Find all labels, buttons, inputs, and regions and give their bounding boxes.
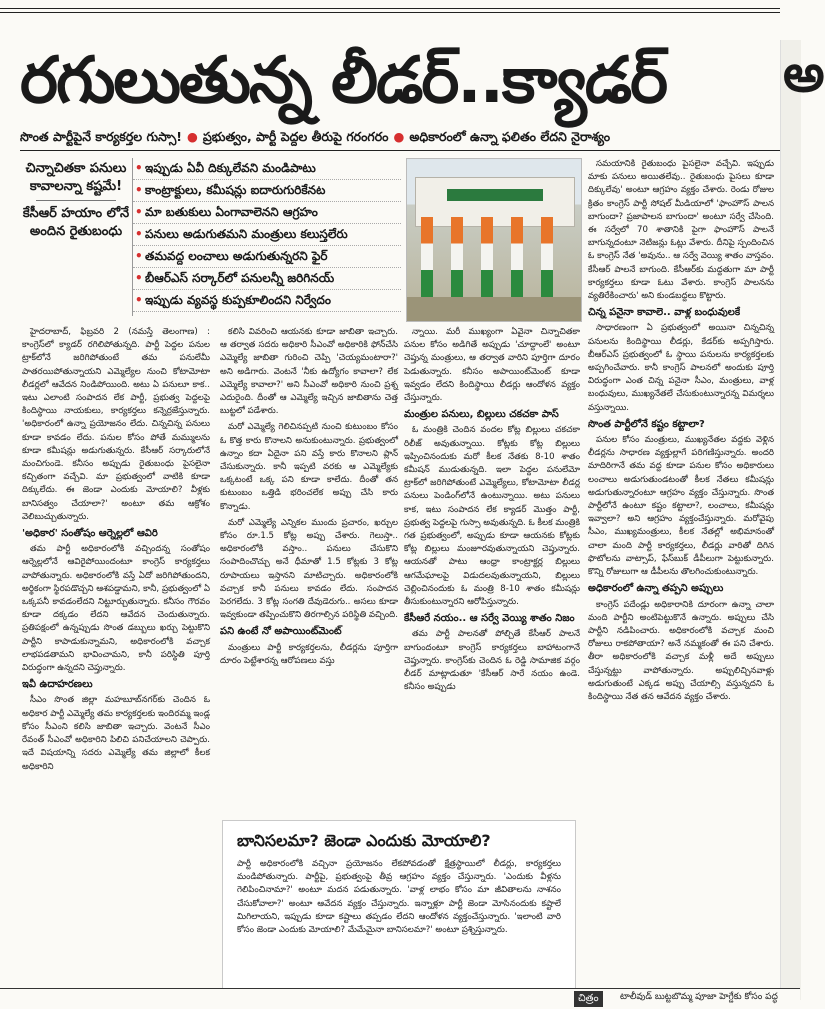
pillar	[421, 217, 433, 297]
bottom-right-text: టాలీవుడ్ బుట్టబొమ్మ పూజా హెగ్డేకు కోసం పద్ధ	[620, 992, 778, 1002]
deck-item-1: సొంత పార్టీపైనే కార్యకర్తల గుస్సా!	[20, 129, 182, 144]
deck-item-3: అధికారంలో ఉన్నా ఫలితం లేదని నైరాశ్యం	[409, 129, 611, 144]
sidebar-box	[222, 820, 576, 1008]
subheading: ఇవీ ఉదాహరణలు	[22, 679, 93, 691]
kicker-line-1: చిన్నాచితకా పనులు కావాలన్నా కష్టమే!	[25, 161, 127, 194]
subheading: పని ఉంటే నో అపాయింట్‌మెంట్	[220, 626, 342, 638]
paragraph: తమ పార్టీ అధికారంలోకి వచ్చిందన్న సంతోషం ఆర్నెల్లలోనే ఆవిరైపోయిందంటూ కాంగ్రెస్ కార్యకర్తలు వాపోతున్నారు. అధికారంలోకి వస్తే ఏదో జరిగిపోతుందని, అర్థికంగా స్థిరపడొచ్చని ఆశపడ్డామని, కానీ, ప్రభుత్వంలో ఏ ఒక్కపనీ కావడంలేదని నిట్టూర్చుతున్నారు. కనీసం గౌరవం కూడా దక్కడం లేదని ఆవేదన చెందుతున్నారు. ప్రతిపక్షంలో ఉన్నప్పుడు సొంత డబ్బులు ఖర్చు పెట్టుకొని పార్టీని కాపాడుకున్నామని, అధికారంలోకి వచ్చాక లాభపడతామని భావించామని, కానీ పరిస్థితి పూర్తి విరుద్ధంగా ఉన్నదని చెప్తున్నారు.	[22, 544, 210, 674]
paragraph: మరో ఎమ్మెల్యే గెలిచినప్పటి నుంచి కుటుంబం కోసం ఓ కొత్త కారు కొనాలని అనుకుంటున్నారు. ప్రభుత్వంలో ఉన్నాం కదా ఏదైనా పని వస్తే కారు కొనాలని ప్లాన్ చేసుకున్నారు. కానీ ఇప్పటి వరకు ఆ ఎమ్మెల్యేకు ఒక్కటంటే ఒక్క పని కూడా కాలేదు. దీంతో తన కుటుంబం ఒత్తిడి భరించలేక అప్పు చేసి కారు కొన్నాడు.	[220, 422, 398, 512]
subdeck	[20, 127, 790, 147]
cutoff-letter: అ	[783, 44, 825, 104]
paragraph: మంత్రులు పార్టీ కార్యకర్తలను, లీడర్లను పూర్తిగా దూరం పెట్టేశారన్న ఆరోపణలు వస్తు	[220, 642, 398, 666]
paragraph: కలిసి వివరించి ఆయనకు కూడా జాబితా ఇచ్చారు. ఆ తర్వాత సదరు అధికారి సీఎంవో అధికారికి ఫోన్‌చేసి ఎమ్మెల్యే జాబితా గురించి చెప్పి 'చెయ్యమంటారా?' అని అడిగారు. వెంటనే 'నీకు ఉద్యోగం కావాలా? లేక ఎమ్మెల్యే కావాలా?' అని సీఎంవో అధికారి నుంచి ప్రశ్న ఎదురైంది. దీంతో ఆ ఎమ్మెల్యే ఇచ్చిన జాబితాను చెత్త బుట్టలో పడేశారు.	[220, 327, 398, 417]
top-rule-2	[0, 12, 780, 13]
bullet-list	[132, 158, 401, 316]
bullet-item: • కాంట్రాక్టులు, కమీషన్లు ఐదారుగురికేనట	[133, 180, 401, 202]
bullet-item: • ఇప్పుడు వ్యవస్థ కుప్పకూలిందని నిర్వేదం	[133, 290, 401, 312]
pillar	[451, 217, 463, 297]
subheading: చిన్న పనైనా కావాలె.. వాళ్ల బంధువులకే	[588, 307, 741, 319]
article-column-3	[404, 326, 580, 816]
paragraph: కాంగ్రెస్ పదేండ్లు అధికారానికి దూరంగా ఉన్నా చాలా మంది పార్టీని అంటిపెట్టుకొనే ఉన్నారు. అప్పులు చేసి పార్టీని నడిపించారు. అధికారంలోకి వచ్చాక మంచి రోజులు రాకపోతాయా? అనే నమ్మకంతో ఈ పని చేశారు. తీరా అధికారంలోకి వచ్చాక మళ్లీ అదే అప్పులు చేస్తున్నట్టు వాపోతున్నారు. అప్పులిచ్చినవాళ్లు అడుగుతుంటే ఎక్కడ అప్పు చేయాల్సి వస్తున్నదని ఓ కిందిస్థాయి నేత తన ఆవేదన వ్యక్తం చేశారు.	[588, 599, 774, 702]
paragraph: సీఎం సొంత జిల్లా మహబూబ్‌నగర్‌కు చెందిన ఓ అధికార పార్టీ ఎమ్మెల్యే తమ కార్యకర్తలకు ఇందిరమ్మ ఇండ్ల కోసం సీఎంని కలిసి జాబితా ఇచ్చారు. వెంటనే సీఎం రేవంత్ సీఎంవో అధికారిని పిలిచి పనిచేయాలని చెప్పారు. ఇదే విషయాన్ని సదరు ఎమ్మెల్యే తమ జిల్లాలో కీలక అధికారిని	[22, 695, 210, 772]
paragraph: తమ పార్టీ పాలనతో పోల్చితే కేసీఆర్ పాలనే బాగుందంటూ కాంగ్రెస్ కార్యకర్తలు బాహాటంగానే చెప్తున్నారు. కాంగ్రెస్‌కు చెందిన ఓ రెడ్డి సామాజిక వర్గం లీడర్ మాట్లాడుతూ 'కేసీఆర్ సారే నయం ఉండె. కనీసం అప్పుడు	[404, 629, 580, 693]
article-column-1	[22, 326, 210, 986]
paragraph: ఓ మంత్రికి చెందిన వందల కోట్ల బిల్లులు చకచకా రిలీజ్ అవుతున్నాయి. కోట్లకు కోట్ల బిల్లులు ఇప్పించినందుకు మరో కీలక నేతకు 8-10 శాతం కమీషన్ ముడుతున్నది. ఇలా పెద్దల పనులేమో ట్రాక్‌లో జరిగిపోతుంటే ఎమ్మెల్యేలు, కోటామోటా లీడర్ల పనులు పెండింగ్‌లోనే ఉంటున్నాయి. అటు పనులు కాక, ఇటు సంపాదన లేక క్యాడర్ మొత్తం పార్టీ, ప్రభుత్వ పెద్దలపై గుస్సా అవుతున్నది. ఓ కీలక మంత్రికి గత ప్రభుత్వంలో, అప్పుడు కూడా ఆయనకు కోట్లకు కోట్ల బిల్లులు మంజూరవుతున్నాయని చెప్తున్నారు. ఆయనతో పాటు ఆంధ్రా కాంట్రాక్టర్ల బిల్లులు ఆగమేఘాలపై విడుదలవుతున్నాయని, బిల్లులు చెల్లించినందుకు ఓ మంత్రి 8-10 శాతం కమీషన్లు తీసుకుంటున్నారని ఆరోపిస్తున్నారు.	[404, 425, 580, 608]
bullet-dot-icon: ●	[186, 129, 198, 144]
bullet-item: • మా బతుకులు ఏంగావాలెనని ఆగ్రహం	[133, 202, 401, 224]
subheading: మంత్రుల పనులు, బిల్లులు చకచకా పాస్	[404, 409, 559, 421]
bottom-strip	[0, 988, 800, 1009]
bullet-item: • పనులు అడుగుతమని మంత్రులు కలుస్తలేరు	[133, 224, 401, 246]
pillar	[481, 217, 493, 297]
paragraph: సాధారణంగా ఏ ప్రభుత్వంలో అయినా చిన్నచిన్న పనులను కిందిస్థాయి లీడర్లు, కేడర్‌కు అప్పగిస్తారు. బీఆర్ఎస్ ప్రభుత్వంలో ఓ స్థాయి పనులను కార్యకర్తలకు అప్పగించేవారు. కానీ కాంగ్రెస్ పాలనలో అందుకు పూర్తి విరుద్ధంగా ఎంత చిన్న పనైనా సీఎం, మంత్రులు, వాళ్ల బంధువులు, ముఖ్యనేతలే చేసుకుంటున్నారన్న విమర్శలు వస్తున్నాయి.	[588, 323, 774, 413]
kicker-line-2: కేసీఆర్ హయాం లోనే అందిన రైతుబంధు	[22, 206, 130, 239]
paragraph: మరో ఎమ్మెల్యే ఎన్నికల ముందు ప్రచారం, ఖర్చుల కోసం రూ.1.5 కోట్ల అప్పు చేశారు. గెలుస్తా.. అధికారంలోకి వస్తాం.. పనులు చేసుకొని సంపాదించొచ్చు అనే ధీమాతో 1.5 కోట్లకు 3 కోట్ల రూపాయలు ఇస్తానని మాటిచ్చారు. అధికారంలోకి వచ్చాక కానీ పనులు కావడం లేదు. సంపాదన పెరగలేదు. 3 కోట్ల సంగతి దేవుడెరుగు.. అసలు కూడా ఇవ్వకుండా తప్పించుకొని తిరగాల్సిన పరిస్థితి వచ్చింది.	[220, 517, 398, 621]
bullet-item: • బీఆర్ఎస్ సర్కార్‌లో పనులన్నీ జరిగినయ్	[133, 268, 401, 290]
kicker-box	[22, 160, 130, 310]
paragraph: సమయానికి రైతుబంధు పైసలైనా వచ్చేవి. ఇప్పుడు మాకు పనులు అయితలేవు.. రైతుబంధు పైసలు కూడా దిక్కులేవు' అంటూ ఆగ్రహం వ్యక్తం చేశారు. రెండు రోజుల క్రితం కాంగ్రెస్ పార్టీ సోషల్ మీడియాలో 'ఫాంహౌస్ పాలన బాగుందా? ప్రజాపాలన బాగుందా' అంటూ సర్వే చేసింది. ఈ సర్వేలో 70 శాతానికి పైగా ఫాంహౌస్ పాలనే బాగున్నదంటూ నెటిజన్లు ఓట్లు వేశారు. దీనిపై స్పందించిన ఓ కాంగ్రెస్ నేత 'అవును.. ఆ సర్వే వెయ్యి శాతం వాస్తవం. కేసీఆర్ పాలనే బాగుంది. కేసీఆర్‌కు మద్దతుగా మా పార్టీ కార్యకర్తలు కూడా ఓటు వేశారు. కాంగ్రెస్ పాలనను వ్యతిరేకించారు' అని కుండబద్దలు కొట్టారు.	[588, 159, 774, 302]
ground-shape	[407, 297, 581, 321]
kicker-divider	[36, 200, 116, 201]
pillar	[541, 217, 553, 297]
box-title: బానిసలమా? జెండా ఎందుకు మోయాలి?	[237, 831, 491, 850]
banner-shape	[447, 189, 543, 201]
article-column-4	[588, 158, 774, 988]
paragraph: హైదరాబాద్, ఫిబ్రవరి 2 (నమస్తే తెలంగాణ) : కాంగ్రెస్‌లో క్యాడర్ రగిలిపోతున్నది. పార్టీ పెద్దల పనుల ట్రాక్‌లోనే జరిగిపోతుంటే తమ పనులేమీ పాతరయిపోతున్నాయని ఎమ్మెల్యేల నుంచి కోటామోటా లీడర్లలో ఆవేదన నిండిపోయింది. అటు ఏ పనులూ కాక.. ఇటు ఎలాంటి సంపాదన లేక పార్టీ, ప్రభుత్వ పెద్దలపై కిందిస్థాయి నాయకులు, కార్యకర్తలు కన్నెర్రజేస్తున్నారు. 'అధికారంలో ఉన్నా ప్రయోజనం లేదు. చిన్నచిన్న పనులు కూడా కావడం లేదు. పనుల కోసం పోతే మమ్ములను కూడా కమీషన్లు అడుగుతున్నరు. కేసీఆర్ సర్కారులోనే మంచిగుండె. కనీసం అప్పుడు రైతుబంధు పైసలైనా కచ్చితంగా వచ్చేవి. మా ప్రభుత్వంలో వాటికి కూడా దిక్కులేదు. ఈ జెండా ఎందుకు మోయాలి? వీళ్లకు బానిసత్వం చేయాలా?' అంటూ తమ ఆక్రోశం వెలిబుచ్చుతున్నారు.	[22, 327, 210, 522]
bullet-dot-icon: ●	[393, 129, 405, 144]
deck-item-2: ప్రభుత్వం, పార్టీ పెద్దల తీరుపై గరంగరం	[202, 129, 389, 144]
subheading: కేసీఆరే నయం.. ఆ సర్వే వెయ్యి శాతం నిజం	[404, 613, 575, 625]
right-edge-strip	[780, 40, 825, 1000]
box-text: పార్టీ అధికారంలోకి వచ్చినా ప్రయోజనం లేకపోవడంతో క్షేత్రస్థాయిలో లీడర్లు, కార్యకర్తలు మండిపోతున్నారు. పార్టీపై, ప్రభుత్వంపై తీవ్ర ఆగ్రహం వ్యక్తం చేస్తున్నారు. 'ఎందుకు వీళ్లను గెలిపించినామా?' అంటూ మదన పడుతున్నారు. 'వాళ్ల లాభం కోసం మా జీవితాలను నాశనం చేసుకోవాలా?' అంటూ ఆవేదన వ్యక్తం చేస్తున్నారు. ఇన్నాళ్లూ పార్టీ జెండా మోసినందుకు కష్టాలే మిగిలాయని, ఇప్పుడు కూడా కష్టాలు తప్పడం లేదని ఆందోళన వ్యక్తంచేస్తున్నారు. 'ఇలాంటి వారి కోసం జెండా ఎందుకు మోయాలి? మేమేమైనా బానిసలమా?' అంటూ ప్రశ్నిస్తున్నారు.	[237, 859, 561, 936]
deck-rule	[20, 150, 780, 151]
gandhi-bhavan-photo	[406, 158, 582, 322]
subheading: 'అధికార' సంతోషం ఆర్నెల్లలో ఆవిరి	[22, 528, 158, 540]
article-column-2	[220, 326, 398, 816]
paragraph: న్నాయి. మరీ ముఖ్యంగా ఏవైనా చిన్నాచితకా పనుల కోసం అడిగితే అప్పుడు 'చూద్దాంలే' అంటూ చెప్తున్న మంత్రులు, ఆ తర్వాత వారిని పూర్తిగా దూరం పెడుతున్నారు. కనీసం అపాయింట్‌మెంట్ కూడా ఇవ్వడం లేదని కిందిస్థాయి లీడర్లు ఆందోళన వ్యక్తం చేస్తున్నారు.	[404, 327, 580, 404]
subheading: సొంత పార్టీలోనే కష్టం కట్టాలా?	[588, 418, 705, 430]
pillar	[511, 217, 523, 297]
bullet-item: • తమవద్ద లంచాలు అడుగుతున్నరని ఫైర్	[133, 246, 401, 268]
bottom-tag: చిత్రం	[574, 991, 603, 1007]
top-rule	[0, 8, 780, 9]
subheading: అధికారంలో ఉన్నా తప్పని అప్పులు	[588, 583, 724, 595]
paragraph: పనుల కోసం మంత్రులు, ముఖ్యనేతల వద్దకు వెళ్లిన లీడర్లను సాధారణ వ్యక్తుల్లాగే పరిగణిస్తున్నారు. అందరి మాదిరిగానే తమ వద్ద కూడా పనుల కోసం అధికారులు లంచాలు అడుగుతుండటంతో కీలక నేతలు కమీషన్లు అడుగుతున్నారంటూ ఆగ్రహం వ్యక్తం చేస్తున్నారు. సొంత పార్టీలోనే ఉంటూ కష్టం కట్టాలా?, లంచాలు, కమీషన్లు ఇవ్వాలా? అని ఆగ్రహం వ్యక్తంచేస్తున్నారు. మరోవైపు సీఎం, ముఖ్యమంత్రులు, కీలక నేతల్లో అభిమానంతో చాలా మంది పార్టీ కార్యకర్తలు, లీడర్లు వారితో దిగిన ఫొటోలను వాట్సాప్, ఫేస్‌బుక్ డీపీలుగా పెట్టుకున్నారు. కొన్ని రోజులుగా ఆ డీపీలను తొలగించుకుంటున్నారు.	[588, 435, 774, 578]
headline: రగులుతున్న లీడర్..క్యాడర్	[20, 44, 667, 118]
bullet-item: • ఇప్పుడు ఏవీ దిక్కులేవని మండిపాటు	[133, 158, 401, 180]
